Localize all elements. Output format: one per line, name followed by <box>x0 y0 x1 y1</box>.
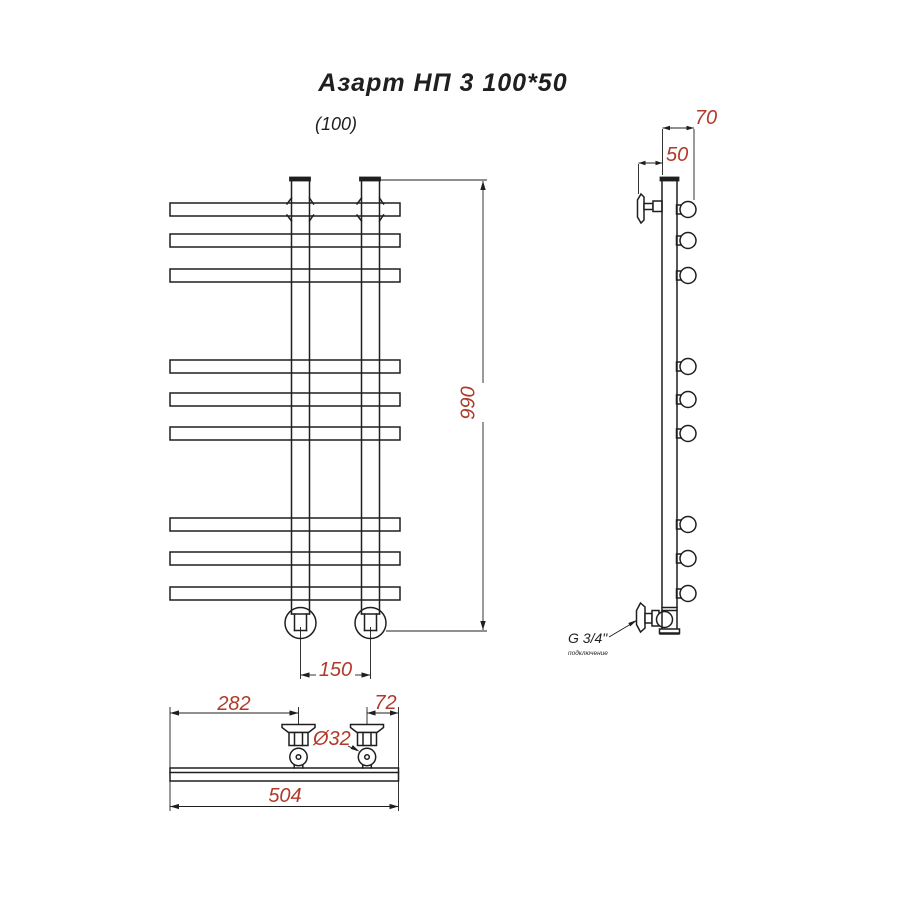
pipe-cap-left <box>290 177 311 181</box>
dim-wall-offset <box>639 144 689 194</box>
dim-overall-width-label: 504 <box>268 785 302 807</box>
pipe-cap-right <box>360 177 381 181</box>
dim-left-offset-label: 282 <box>217 693 251 715</box>
bottom-valve-left <box>282 725 315 769</box>
connection-note-label: подключение <box>568 650 608 657</box>
dim-diameter <box>312 728 360 752</box>
bottom-view <box>170 725 399 782</box>
dim-overall-width <box>170 785 399 809</box>
front-collectors <box>287 177 384 614</box>
side-rail-ends <box>677 202 697 602</box>
dim-wall-offset-label: 50 <box>666 144 689 166</box>
thread-size-label: G 3/4" <box>568 630 608 646</box>
connection-callout <box>568 620 637 657</box>
front-rails <box>170 203 400 600</box>
side-view <box>637 177 697 634</box>
front-depth-label: (100) <box>314 114 358 134</box>
dim-spacing-label: 150 <box>318 659 353 681</box>
bottom-valve-right <box>351 725 384 769</box>
dim-height-label: 990 <box>457 386 480 420</box>
bottom-rail-plate <box>170 768 399 781</box>
side-collector <box>660 177 680 634</box>
dim-right-offset-label: 72 <box>374 692 397 714</box>
dim-depth-label: 70 <box>694 107 718 129</box>
front-view <box>170 177 400 639</box>
drawing-title: Азарт НП 3 100*50 <box>318 69 568 97</box>
wall-bracket-top <box>638 194 663 223</box>
dim-diameter-label: Ø32 <box>313 728 351 750</box>
